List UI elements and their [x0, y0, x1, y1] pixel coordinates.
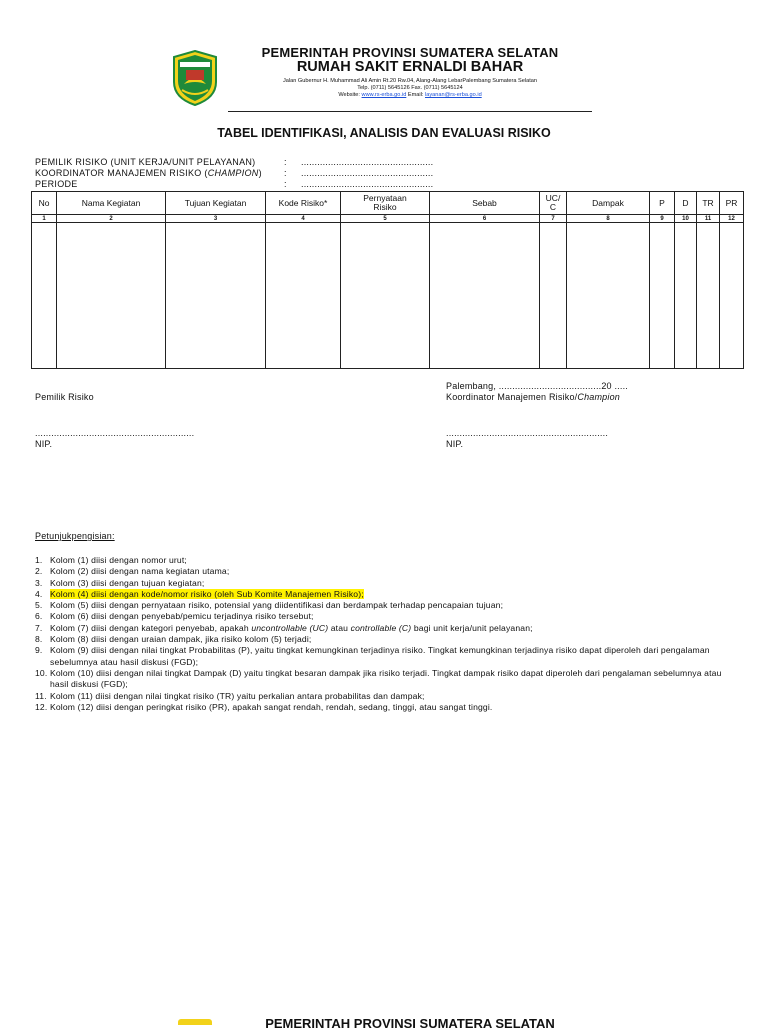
col-header-tr: TR [697, 192, 720, 215]
next-page-header: PEMERINTAH PROVINSI SUMATERA SELATAN [265, 1016, 555, 1031]
table-cell-pernyataan-risiko[interactable] [341, 223, 430, 369]
owner-label: PEMILIK RISIKO (UNIT KERJA/UNIT PELAYANAN) [35, 157, 256, 167]
list-item-text: Kolom (1) diisi dengan nomor urut; [50, 555, 187, 565]
header-contact [230, 92, 590, 99]
table-cell-kode-risiko[interactable] [266, 223, 341, 369]
list-item-number: 2. [35, 566, 43, 577]
list-item-text: Kolom (12) diisi dengan peringkat risiko (PR), apakah sangat rendah, rendah, sedang, tinggi, atau sangat tinggi. [50, 701, 493, 712]
next-page-logo-fragment [178, 1019, 212, 1025]
email-link[interactable]: layanan@rs-erba.go.id [425, 92, 482, 98]
list-item-text: atau [328, 622, 351, 633]
table-cell-tujuan-kegiatan[interactable] [166, 223, 266, 369]
col-number: 11 [697, 215, 720, 223]
list-item-text: Kolom (5) diisi dengan pernyataan risiko, potensial yang diidentifikasi dan berdampak terhadap pencapaian tujuan; [50, 600, 504, 611]
table-cell-nama-kegiatan[interactable] [57, 223, 166, 369]
table-cell-sebab[interactable] [430, 223, 540, 369]
instructions-list [35, 555, 735, 713]
list-item [35, 578, 735, 589]
col-number: 3 [166, 215, 266, 223]
owner-field[interactable]: ................................................. [301, 157, 434, 167]
instructions-heading: Petunjukpengisian: [35, 531, 115, 541]
col-header-d: D [675, 192, 697, 215]
col-number: 10 [675, 215, 697, 223]
period-field[interactable]: ................................................. [301, 179, 434, 189]
table-row [32, 223, 744, 369]
col-header-pr: PR [720, 192, 744, 215]
col-header-dampak: Dampak [567, 192, 650, 215]
list-item-text: Kolom (2) diisi dengan nama kegiatan utama; [50, 566, 230, 577]
list-item [35, 600, 735, 611]
list-item-text: Kolom (8) diisi dengan uraian dampak, jika risiko kolom (5) terjadi; [50, 634, 312, 645]
list-item-number: 10. [35, 667, 48, 678]
col-header-tujuan-kegiatan: Tujuan Kegiatan [166, 192, 266, 215]
table-cell-uc-c[interactable] [540, 223, 567, 369]
owner-signature-line[interactable]: ........................................................... [35, 428, 195, 438]
header-hospital-name: RUMAH SAKIT ERNALDI BAHAR [296, 59, 524, 75]
col-number: 7 [540, 215, 567, 223]
list-item-emphasis: uncontrollable (UC) [251, 622, 329, 633]
list-item-number: 3. [35, 577, 43, 588]
owner-colon: : [284, 157, 287, 167]
document-title: TABEL IDENTIFIKASI, ANALISIS DAN EVALUASI RISIKO [217, 126, 551, 140]
col-header-kode-risiko: Kode Risiko* [266, 192, 341, 215]
col-header-p: P [650, 192, 675, 215]
website-link[interactable]: www.rs-erba.go.id [361, 92, 407, 98]
list-item-number: 9. [35, 645, 43, 656]
col-number: 9 [650, 215, 675, 223]
list-item [35, 589, 735, 600]
list-item [35, 623, 735, 634]
col-number: 5 [341, 215, 430, 223]
table-number-row [32, 215, 744, 223]
list-item-emphasis: controllable (C) [350, 622, 412, 633]
risk-table [31, 191, 744, 369]
list-item [35, 634, 735, 645]
list-item-text: Kolom (3) diisi dengan tujuan kegiatan; [50, 577, 205, 588]
coordinator-field[interactable]: ................................................. [301, 168, 434, 178]
table-cell-p[interactable] [650, 223, 675, 369]
coordinator-label-prefix: KOORDINATOR MANAJEMEN RISIKO ( [35, 168, 208, 178]
header-government: PEMERINTAH PROVINSI SUMATERA SELATAN [261, 45, 559, 60]
coordinator-colon: : [284, 168, 287, 178]
list-item [35, 611, 735, 622]
period-label: PERIODE [35, 179, 78, 189]
list-item-text: Kolom (11) diisi dengan nilai tingkat risiko (TR) yaitu perkalian antara probabilitas dan dampak; [50, 690, 425, 701]
list-item-text: Kolom (6) diisi dengan penyebab/pemicu terjadinya risiko tersebut; [50, 611, 314, 622]
list-item-number: 1. [35, 555, 43, 565]
list-item-number: 5. [35, 600, 43, 611]
col-number: 6 [430, 215, 540, 223]
coordinator-signature-prefix: Koordinator Manajemen Risiko/ [446, 392, 578, 402]
coordinator-signature-em: Champion [577, 392, 620, 402]
col-number: 4 [266, 215, 341, 223]
list-item-number: 11. [35, 690, 47, 701]
list-item-text: Kolom (9) diisi dengan nilai tingkat Probabilitas (P), yaitu tingkat kemungkinan terjadinya risiko. Tingkat kemungkinan terjadinya risiko dapat diperoleh dari pengalaman sebelumnya atau hasil diskusi (FGD); [50, 645, 710, 667]
header-address: Jalan Gubernur H. Muhammad Ali Amin Rt.20 Rw.04, Alang-Alang LebarPalembang Sumatera Selatan [282, 78, 538, 84]
list-item [35, 566, 735, 577]
list-item-number: 4. [35, 588, 43, 599]
list-item-number: 8. [35, 634, 43, 645]
period-colon: : [284, 179, 287, 189]
list-item-text: bagi unit kerja/unit pelayanan; [411, 622, 533, 633]
col-header-pernyataan-risiko: Pernyataan Risiko [341, 192, 430, 215]
col-header-nama-kegiatan: Nama Kegiatan [57, 192, 166, 215]
list-item [35, 555, 735, 566]
list-item-text: Kolom (7) diisi dengan kategori penyebab, apakah [50, 622, 252, 633]
list-item-text: Kolom (10) diisi dengan nilai tingkat Dampak (D) yaitu tingkat besaran dampak jika risiko terjadi. Tingkat dampak risiko dapat diperoleh dari pengalaman sebelumnya atau hasil diskusi (FGD); [50, 667, 722, 690]
list-item-number: 7. [35, 622, 43, 633]
list-item [35, 702, 735, 713]
col-header-no: No [32, 192, 57, 215]
coordinator-label [35, 168, 262, 178]
col-header-uc-c: UC/ C [540, 192, 567, 215]
owner-nip: NIP. [35, 439, 53, 449]
website-label: Website: [338, 92, 360, 98]
email-label: Email: [407, 92, 424, 98]
list-item-text-highlighted: Kolom (4) diisi dengan kode/nomor risiko (oleh Sub Komite Manajemen Risiko); [50, 588, 364, 599]
col-number: 2 [57, 215, 166, 223]
col-number: 8 [567, 215, 650, 223]
table-cell-tr[interactable] [697, 223, 720, 369]
list-item [35, 645, 735, 668]
col-number: 12 [720, 215, 744, 223]
header-divider [228, 111, 592, 112]
list-item [35, 668, 735, 691]
table-cell-d[interactable] [675, 223, 697, 369]
header-phone: Telp. (0711) 5645126 Fax. (0711) 5645124 [357, 85, 463, 91]
table-cell-no[interactable] [32, 223, 57, 369]
hospital-logo [172, 50, 218, 106]
table-header-row [32, 192, 744, 215]
list-item-number: 6. [35, 611, 43, 622]
owner-signature-label: Pemilik Risiko [35, 392, 94, 402]
table-cell-pr[interactable] [720, 223, 744, 369]
place-date: Palembang, ......................................20 ..... [446, 381, 628, 391]
table-cell-dampak[interactable] [567, 223, 650, 369]
coordinator-label-suffix: ) [258, 168, 262, 178]
list-item-number: 12. [35, 701, 48, 712]
coordinator-nip: NIP. [446, 439, 464, 449]
col-header-sebab: Sebab [430, 192, 540, 215]
coordinator-signature-label [446, 392, 620, 403]
list-item [35, 691, 735, 702]
coordinator-signature-line[interactable]: ............................................................ [446, 428, 609, 438]
col-number: 1 [32, 215, 57, 223]
coordinator-label-em: CHAMPION [207, 168, 259, 178]
